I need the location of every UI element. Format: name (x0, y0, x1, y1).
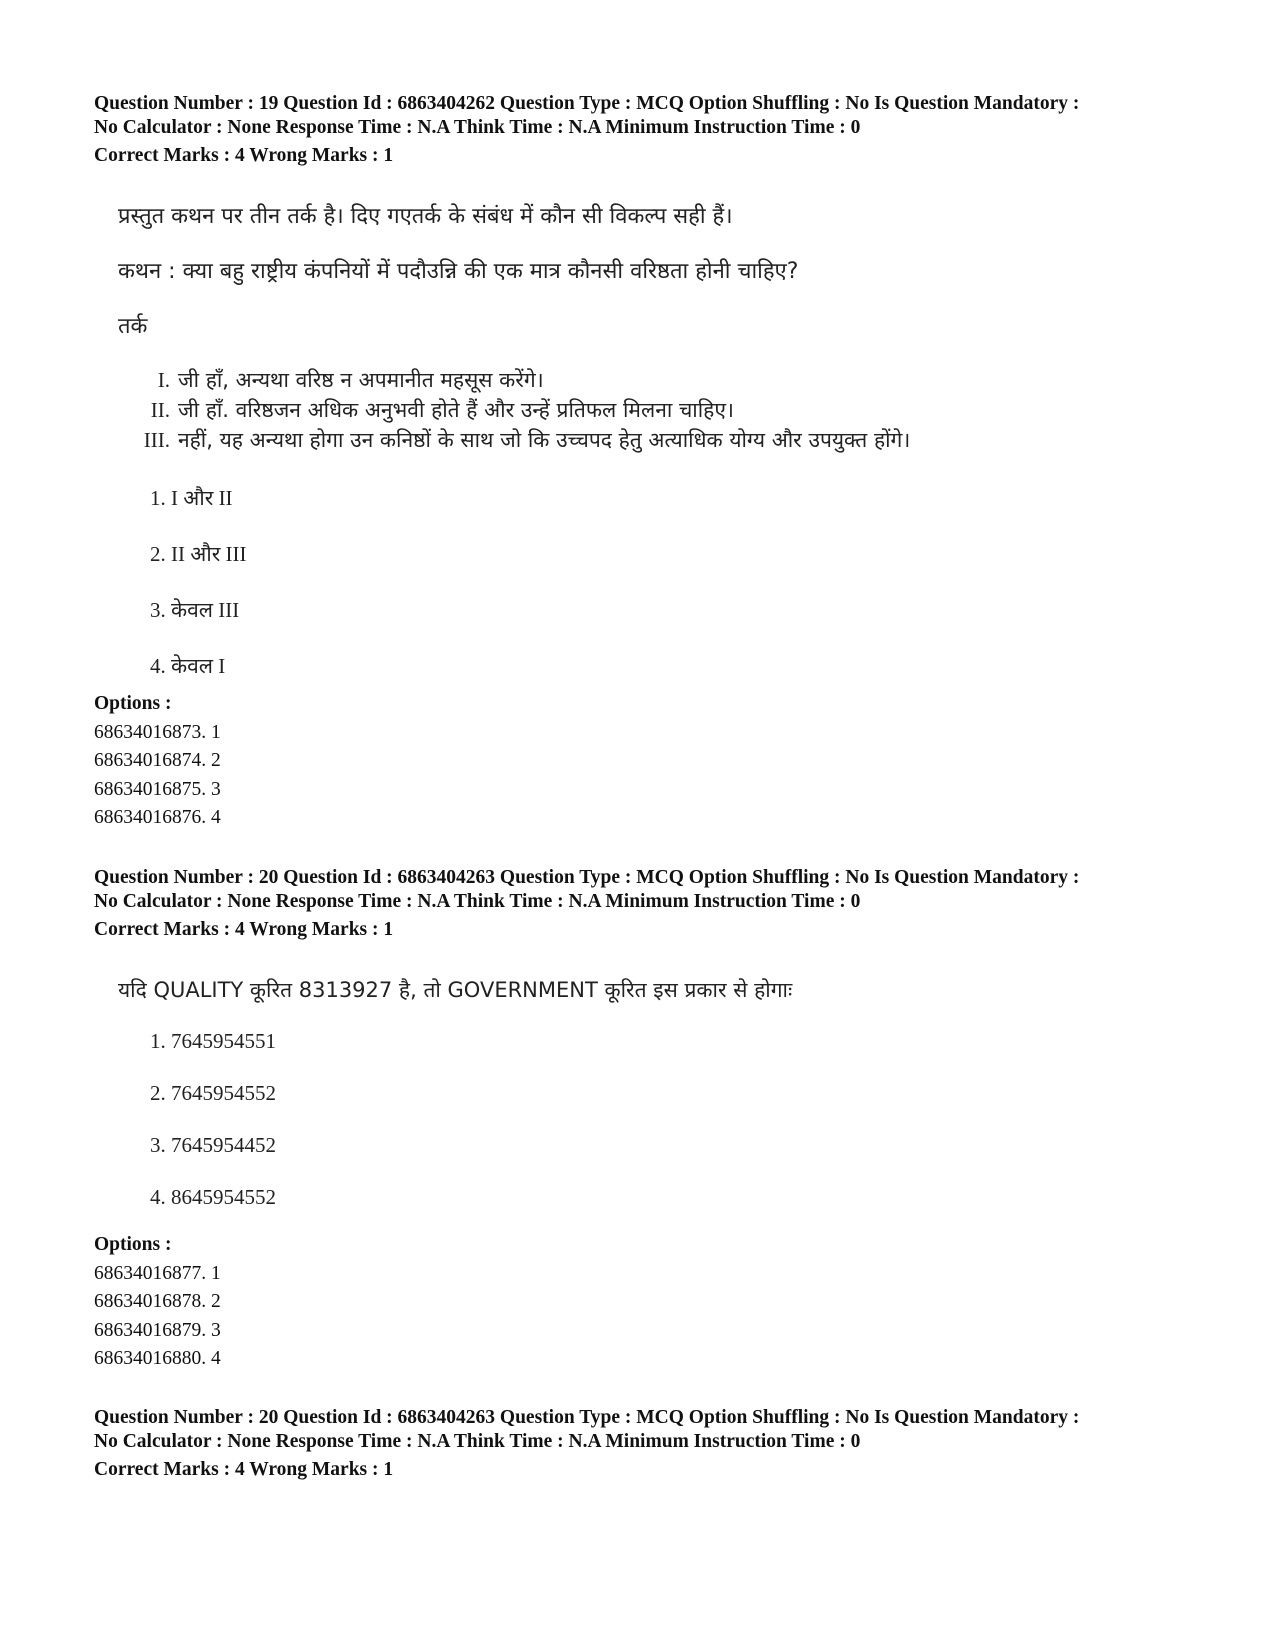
question-meta-line2: No Calculator : None Response Time : N.A Think Time : N.A Minimum Instruction Time : 0 (94, 117, 861, 138)
question-statement: कथन : क्या बहु राष्ट्रीय कंपनियों में पदौउन्नि की एक मात्र कौनसी वरिष्ठता होनी चाहिए? (118, 259, 799, 284)
option-item: 68634016873. 1 (94, 721, 221, 743)
option-item: 68634016876. 4 (94, 807, 221, 828)
argument-number: III. (143, 428, 170, 452)
option-item: 68634016880. 4 (94, 1348, 221, 1369)
question-marks: Correct Marks : 4 Wrong Marks : 1 (94, 145, 394, 166)
options-list (94, 690, 221, 833)
question-20-header (94, 866, 1214, 942)
option-item: 68634016879. 3 (94, 1319, 221, 1341)
argument-text: जी हाँ, अन्यथा वरिष्ठ न अपमानीत महसूस करेंगे। (178, 368, 544, 392)
answer-choice-2: 2. 7645954552 (150, 1081, 276, 1105)
answer-choice-2: 2. II और III (150, 542, 247, 566)
option-item: 68634016878. 2 (94, 1291, 221, 1312)
question-stem: प्रस्तुत कथन पर तीन तर्क है। दिए गएतर्क के संबंध में कौन सी विकल्प सही हैं। (118, 204, 733, 229)
question-19-header (94, 92, 1214, 168)
option-item: 68634016877. 1 (94, 1262, 221, 1284)
answer-choice-4: 4. केवल I (150, 654, 226, 678)
question-marks: Correct Marks : 4 Wrong Marks : 1 (94, 919, 394, 940)
argument-text: नहीं, यह अन्यथा होगा उन कनिष्ठों के साथ जो कि उच्चपद हेतु अत्याधिक योग्य और उपयुक्त होंगे। (178, 428, 911, 452)
answer-choice-1: 1. 7645954551 (150, 1029, 276, 1053)
option-item: 68634016875. 3 (94, 778, 221, 800)
argument-item (130, 395, 910, 425)
argument-item (130, 365, 910, 395)
question-meta-line1: Question Number : 20 Question Id : 6863404263 Question Type : MCQ Option Shuffling : No Is Question Mandatory : (94, 1407, 1080, 1428)
options-list (94, 1231, 221, 1374)
option-item: 68634016874. 2 (94, 750, 221, 771)
question-20-repeat-header (94, 1406, 1214, 1482)
arguments-label: तर्क (118, 314, 148, 339)
arguments-list (130, 365, 910, 455)
question-meta-line2: No Calculator : None Response Time : N.A Think Time : N.A Minimum Instruction Time : 0 (94, 1431, 861, 1452)
question-meta-line1: Question Number : 20 Question Id : 6863404263 Question Type : MCQ Option Shuffling : No Is Question Mandatory : (94, 867, 1080, 888)
answer-choice-1: 1. I और II (150, 486, 233, 510)
question-meta-line2: No Calculator : None Response Time : N.A Think Time : N.A Minimum Instruction Time : 0 (94, 891, 861, 912)
question-meta-line1: Question Number : 19 Question Id : 6863404262 Question Type : MCQ Option Shuffling : No Is Question Mandatory : (94, 93, 1080, 114)
argument-number: I. (157, 368, 170, 392)
argument-item (130, 425, 910, 455)
options-label: Options : (94, 693, 172, 714)
argument-text: जी हाँ. वरिष्ठजन अधिक अनुभवी होते हैं और उन्हें प्रतिफल मिलना चाहिए। (178, 398, 734, 422)
question-stem: यदि QUALITY कूरित 8313927 है, तो GOVERNMENT कूरित इस प्रकार से होगाः (118, 978, 793, 1002)
answer-choice-3: 3. 7645954452 (150, 1133, 276, 1157)
options-label: Options : (94, 1234, 172, 1255)
argument-number: II. (150, 398, 170, 422)
answer-choice-3: 3. केवल III (150, 598, 240, 622)
question-marks: Correct Marks : 4 Wrong Marks : 1 (94, 1459, 394, 1480)
answer-choice-4: 4. 8645954552 (150, 1185, 276, 1209)
